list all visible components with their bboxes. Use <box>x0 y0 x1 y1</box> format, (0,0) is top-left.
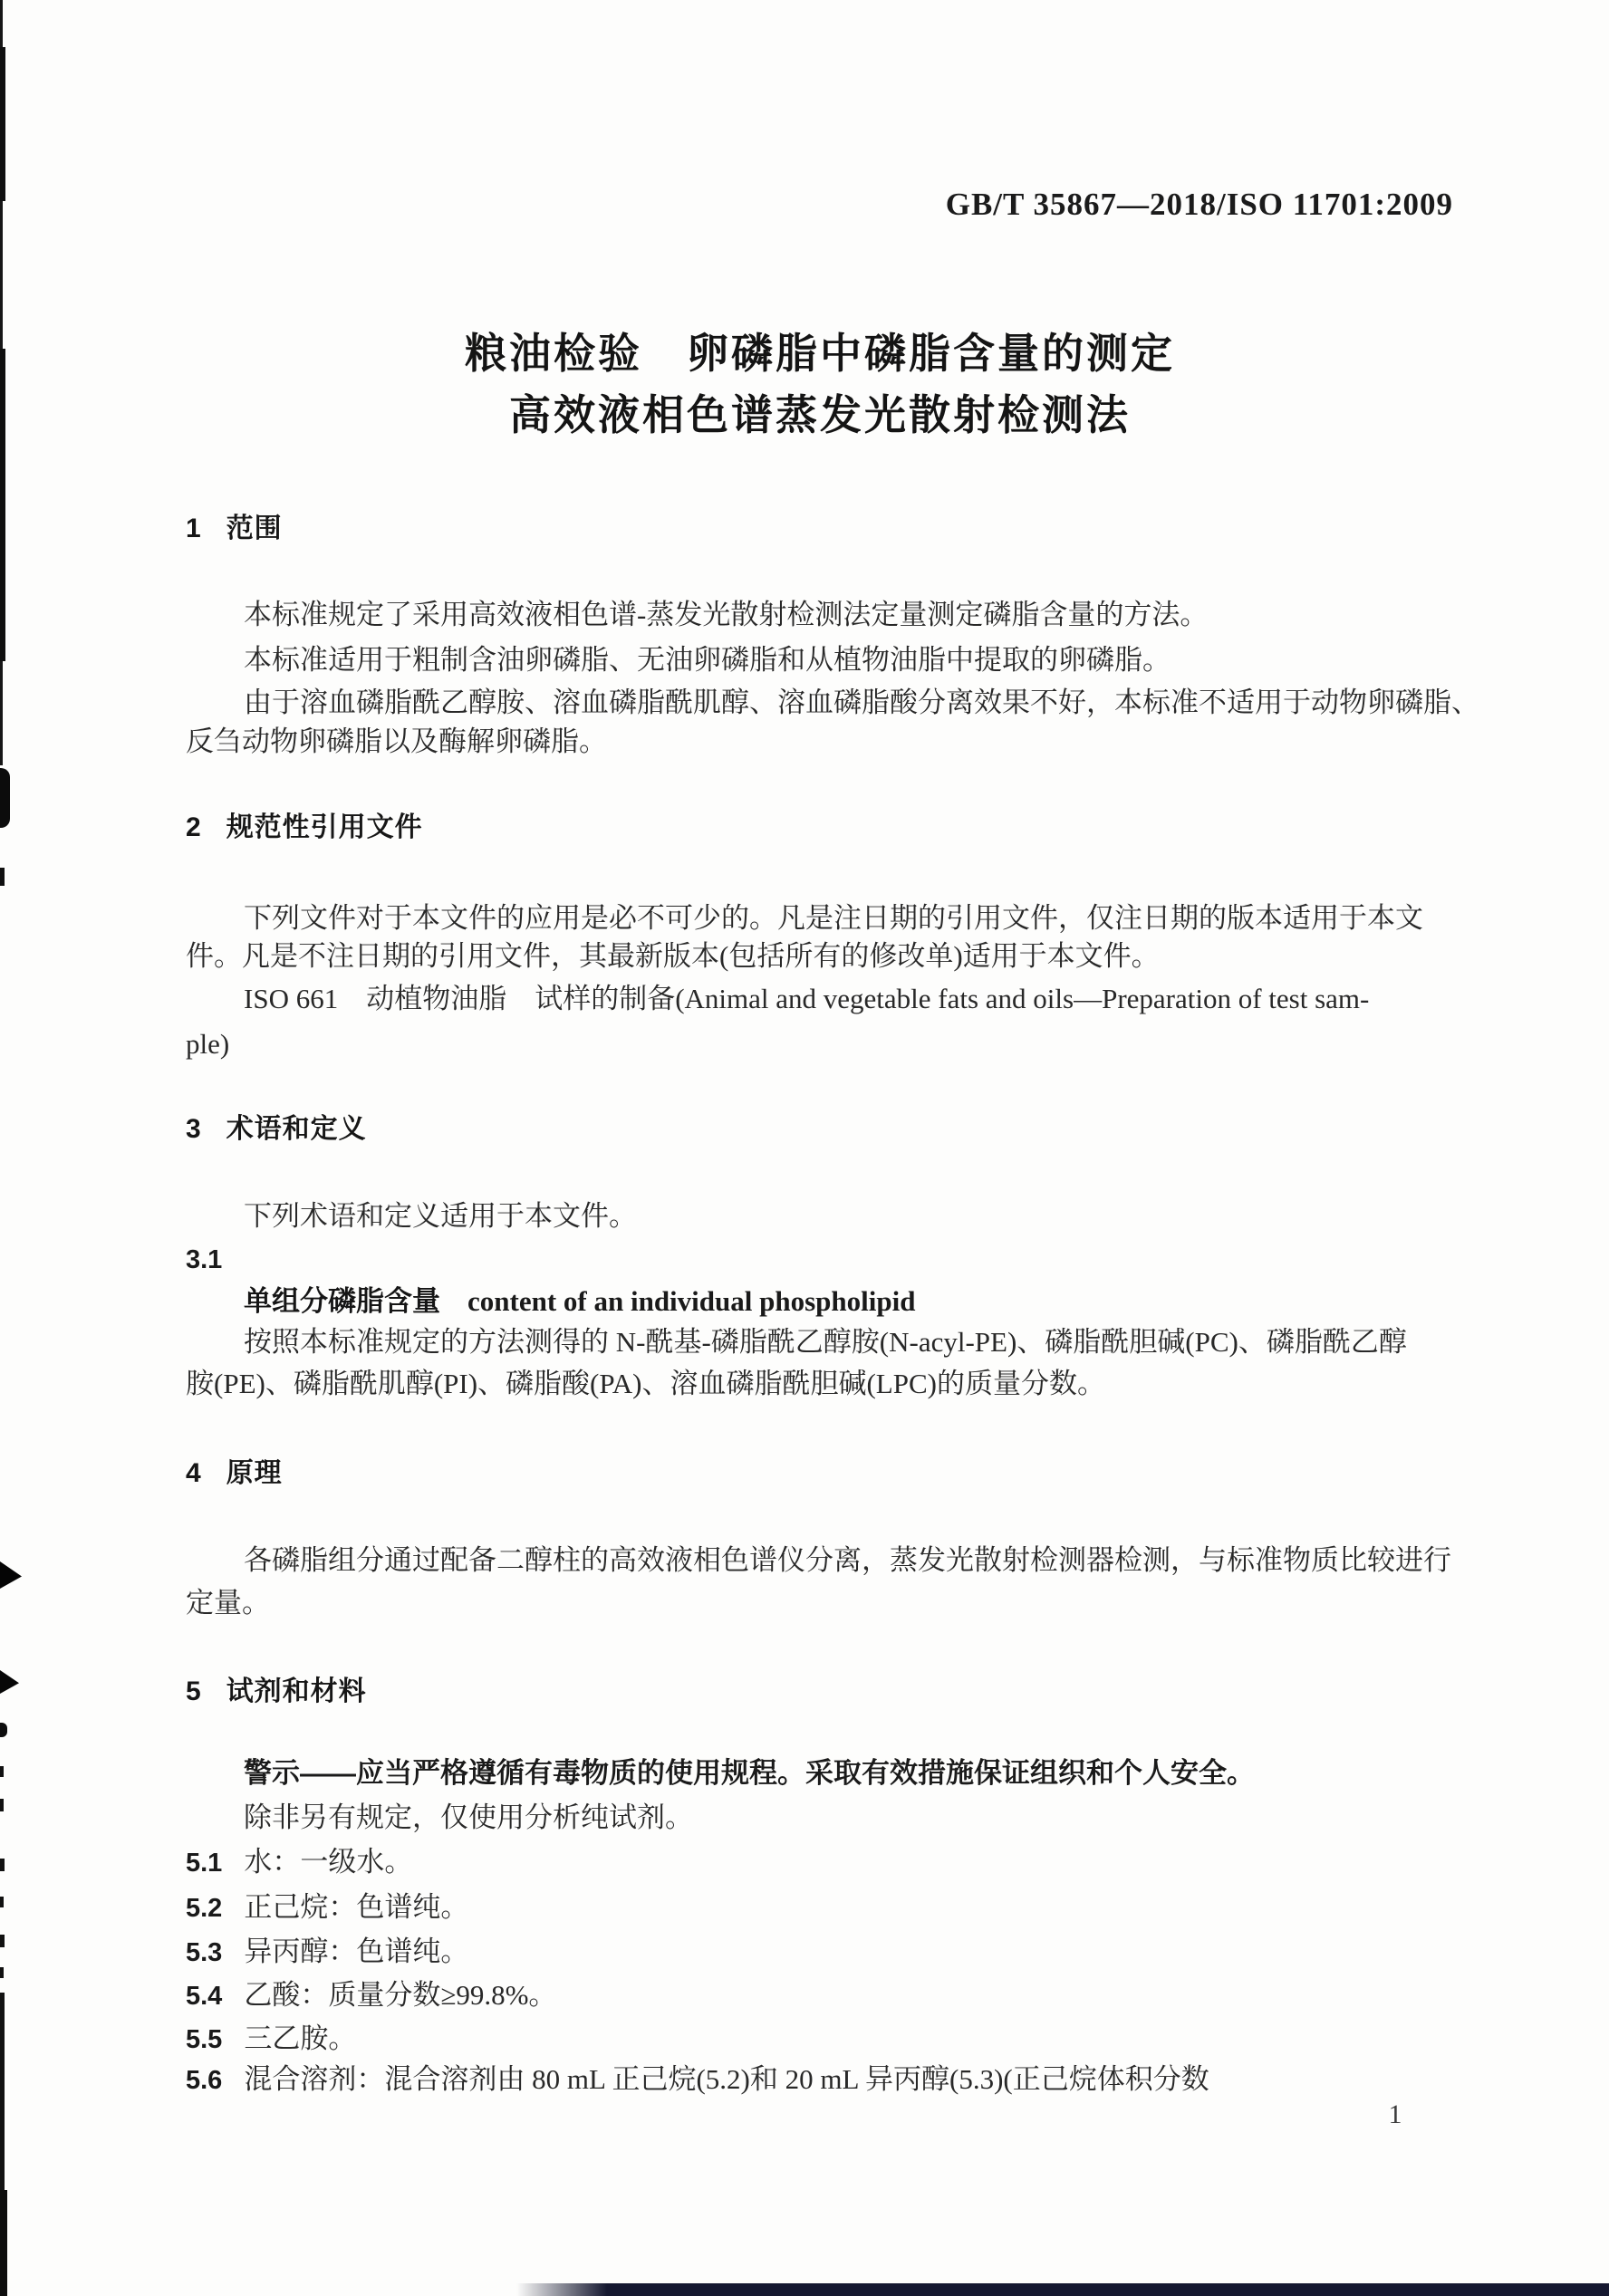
reagent-item-text: 正己烷：色谱纯。 <box>244 1891 469 1923</box>
scan-artifact <box>0 1935 5 1947</box>
document-title <box>186 322 1454 446</box>
reagent-item-5-1 <box>186 1839 412 1879</box>
section-3-title: 术语和定义 <box>226 1114 367 1144</box>
reagent-item-5-4 <box>186 1972 556 2013</box>
section-5-heading <box>186 1676 367 1708</box>
term-english: content of an individual phospholipid <box>467 1285 916 1317</box>
paragraph-line: 本标准适用于粗制含油卵磷脂、无油卵磷脂和从植物油脂中提取的卵磷脂。 <box>244 644 1171 676</box>
document-title-line1: 粮油检验 卵磷脂中磷脂含量的测定 <box>465 330 1175 377</box>
paragraph-line: 本标准规定了采用高效液相色谱-蒸发光散射检测法定量测定磷脂含量的方法。 <box>244 599 1209 630</box>
reagent-item-text: 异丙醇：色谱纯。 <box>244 1936 469 1967</box>
reagent-item-number: 5.2 <box>186 1894 223 1923</box>
section-3-heading <box>186 1113 367 1146</box>
section-5-title: 试剂和材料 <box>226 1676 367 1706</box>
scan-artifact <box>0 1897 4 1907</box>
reagent-item-number: 5.1 <box>186 1849 223 1878</box>
paragraph-line: 反刍动物卵磷脂以及酶解卵磷脂。 <box>186 725 607 757</box>
paragraph-line: 下列术语和定义适用于本文件。 <box>244 1200 637 1232</box>
scan-artifact <box>0 2190 7 2296</box>
scan-artifact <box>0 768 10 828</box>
section-3-number: 3 <box>186 1114 202 1144</box>
reagent-item-text: 混合溶剂：混合溶剂由 80 mL 正己烷(5.2)和 20 mL 异丙醇(5.3)(正己烷体积分数 <box>244 2063 1209 2095</box>
scan-artifact <box>0 1561 22 1589</box>
reagent-item-5-3 <box>186 1928 468 1969</box>
term-chinese: 单组分磷脂含量 <box>244 1285 440 1317</box>
document-title-line2: 高效液相色谱蒸发光散射检测法 <box>509 391 1131 438</box>
reagent-item-5-6 <box>186 2056 1209 2097</box>
reagent-item-text: 水：一级水。 <box>244 1846 413 1878</box>
reagent-item-number: 5.3 <box>186 1938 223 1967</box>
section-4-number: 4 <box>186 1458 202 1488</box>
reagent-item-text: 乙酸：质量分数≥99.8%。 <box>244 1979 557 2011</box>
paragraph-line: 下列文件对于本文件的应用是必不可少的。凡是注日期的引用文件，仅注日期的版本适用于本文 <box>244 902 1423 934</box>
scan-artifact <box>0 1723 7 1737</box>
scan-artifact <box>0 1766 4 1777</box>
scan-artifact <box>0 47 5 201</box>
paragraph-line: 件。凡是不注日期的引用文件，其最新版本(包括所有的修改单)适用于本文件。 <box>186 940 1160 972</box>
scan-artifact <box>0 349 5 661</box>
term-definition-heading <box>186 1284 1512 1319</box>
section-2-heading <box>186 812 423 844</box>
definition-line: 按照本标准规定的方法测得的 N-酰基-磷脂酰乙醇胺(N-acyl-PE)、磷脂酰胆碱(PC)、磷脂酰乙醇 <box>244 1326 1407 1358</box>
reagent-item-5-5 <box>186 2015 356 2056</box>
paragraph-line: 各磷脂组分通过配备二醇柱的高效液相色谱仪分离，蒸发光散射检测器检测，与标准物质比较进行 <box>244 1544 1451 1576</box>
section-4-title: 原理 <box>226 1458 283 1488</box>
section-2-title: 规范性引用文件 <box>226 812 423 842</box>
standard-code: GB/T 35867—2018/ISO 11701:2009 <box>945 187 1453 222</box>
section-1-heading <box>186 513 283 545</box>
definition-line: 胺(PE)、磷脂酰肌醇(PI)、磷脂酸(PA)、溶血磷脂酰胆碱(LPC)的质量分数。 <box>186 1368 1105 1399</box>
section-2-number: 2 <box>186 812 202 842</box>
scan-artifact <box>0 868 5 886</box>
reagent-item-number: 5.5 <box>186 2025 223 2054</box>
reference-entry-line: ISO 661 动植物油脂 试样的制备(Animal and vegetable fats and oils—Preparation of test sam- <box>244 983 1370 1014</box>
section-1-title: 范围 <box>226 514 283 543</box>
reagent-item-number: 5.6 <box>186 2066 223 2095</box>
scan-artifact <box>0 1859 5 1871</box>
section-4-heading <box>186 1457 283 1490</box>
scan-artifact <box>0 1670 19 1694</box>
page-number: 1 <box>1388 2099 1402 2129</box>
paragraph-line: 除非另有规定，仅使用分析纯试剂。 <box>244 1801 693 1833</box>
reference-entry-line: ple) <box>186 1028 230 1060</box>
section-5-number: 5 <box>186 1676 202 1706</box>
reagent-item-text: 三乙胺。 <box>244 2022 357 2054</box>
scan-artifact-bottom-strip <box>516 2283 1609 2296</box>
reagent-item-number: 5.4 <box>186 1982 223 2011</box>
reagent-item-5-2 <box>186 1884 468 1925</box>
paragraph-line: 由于溶血磷脂酰乙醇胺、溶血磷脂酰肌醇、溶血磷脂酸分离效果不好，本标准不适用于动物卵磷脂、 <box>244 687 1479 718</box>
clause-3-1-number: 3.1 <box>186 1245 223 1274</box>
scan-artifact <box>0 1799 4 1811</box>
paragraph-line: 定量。 <box>186 1587 270 1619</box>
scan-artifact <box>0 1967 4 1978</box>
warning-line: 警示——应当严格遵循有毒物质的使用规程。采取有效措施保证组织和个人安全。 <box>244 1757 1255 1789</box>
section-1-number: 1 <box>186 514 202 543</box>
